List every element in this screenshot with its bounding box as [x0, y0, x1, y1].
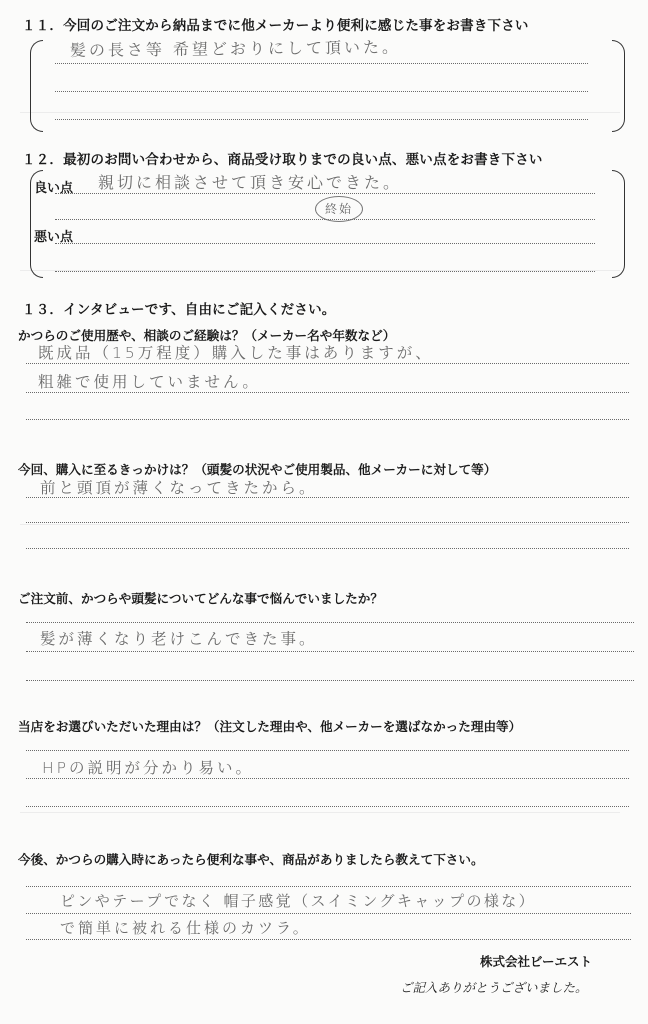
q13-5-answer-line-3: で簡単に被れる仕様のカツラ。: [60, 919, 311, 937]
q13-3-answer-line-2: 髪が薄くなり老けこんできた事。: [40, 630, 318, 648]
q12-bad-rule: [55, 271, 595, 272]
q12-title: １２．最初のお問い合わせから、商品受け取りまでの良い点、悪い点をお書き下さい: [22, 152, 543, 168]
q13-1-rule: [26, 392, 629, 393]
q13-prompt-reason-chosen: 当店をお選びいただいた理由は？（注文した理由や、他メーカーを選ばなかった理由等）: [18, 719, 522, 734]
thank-you-message: ご記入ありがとうございました。: [400, 980, 588, 995]
q13-title: １３．インタビューです、自由にご記入ください。: [22, 302, 336, 318]
q12-good-answer: 親切に相談させて頂き安心できた。: [98, 173, 403, 192]
q12-bad-rule: [55, 243, 595, 244]
q13-1-answer-line-2: 粗雑で使用していません。: [38, 373, 261, 391]
q13-5-rule: [26, 886, 631, 887]
q11-answer-rule: [55, 63, 588, 64]
q13-3-rule: [26, 680, 634, 681]
q12-good-rule: [55, 193, 595, 194]
q12-bracket-right: [612, 170, 625, 278]
show-through-mark: [20, 812, 620, 813]
q13-2-rule: [26, 497, 629, 498]
q13-4-answer-line-2: HPの説明が分かり易い。: [42, 759, 255, 777]
q13-5-answer-line-2: ピンやテープでなく 帽子感覚（スイミングキャップの様な）: [60, 892, 537, 910]
q13-prompt-wishes: 今後、かつらの購入時にあったら便利な事や、商品がありましたら教えて下さい。: [18, 852, 484, 867]
q11-bracket-right: [612, 40, 625, 132]
q13-1-rule: [26, 363, 629, 364]
q13-5-rule: [26, 913, 631, 914]
q12-good-rule: [55, 219, 595, 220]
q13-3-rule: [26, 651, 634, 652]
q11-answer-line-1: 髪の長さ等 希望どおりにして頂いた。: [69, 37, 402, 61]
q13-1-rule: [26, 419, 629, 420]
q13-5-rule: [26, 939, 631, 940]
q13-3-rule: [26, 622, 634, 623]
q11-answer-rule: [55, 119, 588, 120]
q11-answer-rule: [55, 91, 588, 92]
q13-prompt-purchase-trigger: 今回、購入に至るきっかけは？（頭髪の状況やご使用製品、他メーカーに対して等）: [18, 462, 497, 477]
q13-2-answer-line-1: 前と頭頂が薄くなってきたから。: [40, 479, 318, 497]
show-through-mark: [20, 112, 620, 113]
q13-2-rule: [26, 548, 629, 549]
q13-4-rule: [26, 806, 629, 807]
q13-4-rule: [26, 750, 629, 751]
q13-prompt-usage-history: かつらのご使用歴や、相談のご経験は？（メーカー名や年数など）: [18, 328, 396, 343]
q13-4-rule: [26, 778, 629, 779]
q12-insert-note: 終始: [315, 196, 363, 222]
q11-title: １１．今回のご注文から納品までに他メーカーより便利に感じた事をお書き下さい: [22, 18, 529, 34]
q11-bracket-left: [30, 40, 43, 132]
q12-good-label: 良い点: [34, 181, 74, 196]
q13-prompt-concerns: ご注文前、かつらや頭髪についてどんな事で悩んでいましたか？: [18, 591, 383, 606]
company-name: 株式会社ビーエスト: [480, 954, 593, 969]
show-through-mark: [20, 524, 620, 525]
q13-2-rule: [26, 522, 629, 523]
q13-1-answer-line-1: 既成品（15万程度）購入した事はありますが、: [38, 344, 434, 362]
q12-bad-label: 悪い点: [34, 230, 74, 245]
